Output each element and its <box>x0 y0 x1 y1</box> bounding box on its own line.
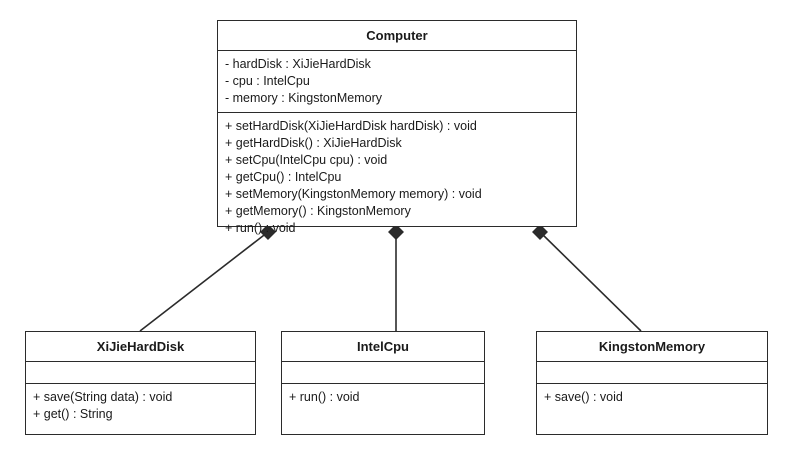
class-title-computer: Computer <box>218 21 576 51</box>
edge-computer-kingstonmemory <box>540 232 641 331</box>
class-box-intelcpu[interactable] <box>281 331 485 435</box>
attribute-row: - hardDisk : XiJieHardDisk <box>225 57 371 71</box>
attribute-row: - cpu : IntelCpu <box>225 74 310 88</box>
class-attributes-kingstonmemory <box>537 362 767 384</box>
class-methods-kingstonmemory <box>537 384 767 411</box>
class-box-computer[interactable] <box>217 20 577 235</box>
class-methods-intelcpu <box>282 384 484 411</box>
method-row: + save() : void <box>544 390 623 404</box>
method-row: + setMemory(KingstonMemory memory) : void <box>225 187 482 201</box>
method-row: + setCpu(IntelCpu cpu) : void <box>225 153 388 167</box>
method-row: + save(String data) : void <box>33 390 173 404</box>
method-row: + getCpu() : IntelCpu <box>225 170 342 184</box>
class-title-xijieharddisk: XiJieHardDisk <box>26 332 255 362</box>
class-attributes-xijieharddisk <box>26 362 255 384</box>
class-title-kingstonmemory: KingstonMemory <box>537 332 767 362</box>
class-title-intelcpu: IntelCpu <box>282 332 484 362</box>
attribute-row: - memory : KingstonMemory <box>225 91 382 105</box>
method-row: + run() : void <box>289 390 360 404</box>
edge-computer-xijieharddisk <box>140 232 268 331</box>
class-attributes-computer <box>218 51 576 113</box>
method-row: + setHardDisk(XiJieHardDisk hardDisk) : void <box>225 119 477 133</box>
method-row: + run() : void <box>225 221 296 235</box>
class-box-xijieharddisk[interactable] <box>25 331 256 435</box>
class-attributes-intelcpu <box>282 362 484 384</box>
class-methods-computer <box>218 113 576 242</box>
method-row: + getHardDisk() : XiJieHardDisk <box>225 136 402 150</box>
class-methods-xijieharddisk <box>26 384 255 428</box>
method-row: + get() : String <box>33 407 113 421</box>
method-row: + getMemory() : KingstonMemory <box>225 204 411 218</box>
class-box-kingstonmemory[interactable] <box>536 331 768 435</box>
